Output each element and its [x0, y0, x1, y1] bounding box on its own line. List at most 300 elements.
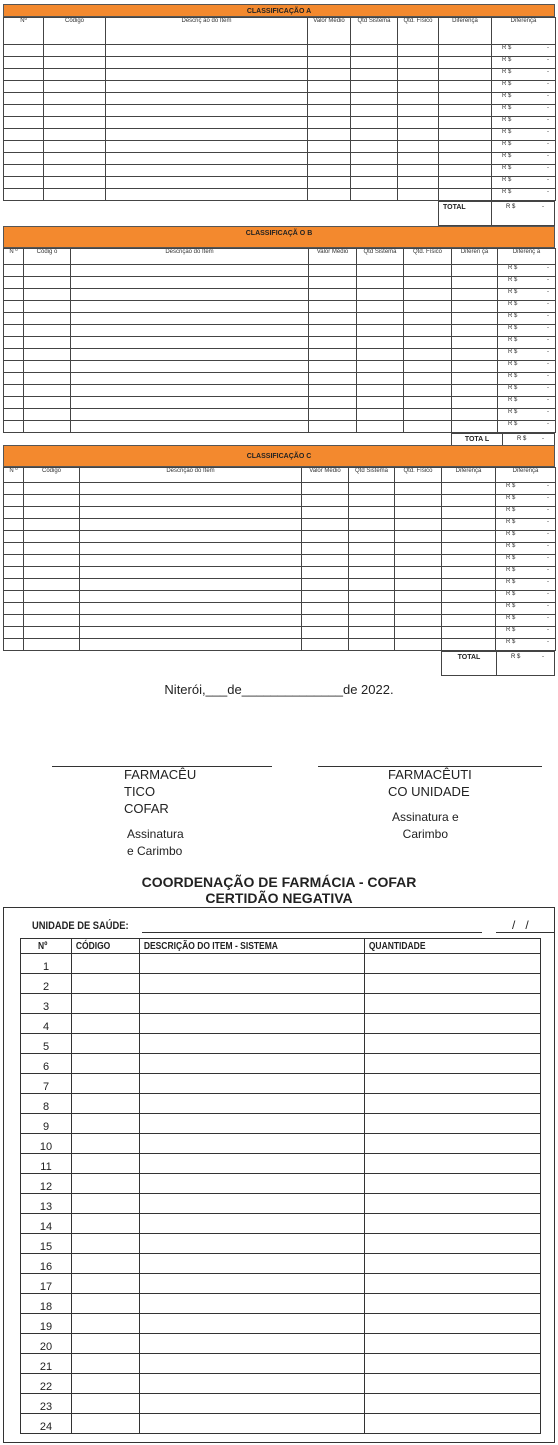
- table-cell[interactable]: [404, 421, 452, 433]
- table-cell[interactable]: [24, 277, 71, 289]
- table-cell[interactable]: [452, 265, 498, 277]
- table-cell[interactable]: [106, 189, 308, 201]
- table-cell[interactable]: [442, 627, 496, 639]
- table-cell[interactable]: [71, 409, 309, 421]
- table-cell[interactable]: [71, 277, 309, 289]
- table-cell[interactable]: [308, 57, 351, 69]
- table-cell[interactable]: [24, 313, 71, 325]
- table-cell[interactable]: [71, 313, 309, 325]
- table-cell[interactable]: [106, 105, 308, 117]
- table-cell[interactable]: [72, 994, 140, 1014]
- table-cell[interactable]: [351, 45, 398, 57]
- table-cell[interactable]: [365, 1014, 541, 1034]
- table-cell[interactable]: [72, 1194, 140, 1214]
- table-cell[interactable]: [72, 1354, 140, 1374]
- table-cell[interactable]: [140, 1334, 365, 1354]
- table-cell[interactable]: [398, 153, 439, 165]
- table-cell[interactable]: [349, 483, 395, 495]
- table-cell[interactable]: [439, 81, 492, 93]
- table-cell[interactable]: [309, 265, 357, 277]
- table-cell[interactable]: [72, 1314, 140, 1334]
- table-cell[interactable]: [302, 591, 349, 603]
- table-cell[interactable]: [302, 627, 349, 639]
- table-cell[interactable]: [395, 483, 442, 495]
- table-cell[interactable]: [140, 1154, 365, 1174]
- table-cell[interactable]: [398, 81, 439, 93]
- table-cell[interactable]: [24, 325, 71, 337]
- table-cell[interactable]: [351, 93, 398, 105]
- table-cell[interactable]: [302, 603, 349, 615]
- table-cell[interactable]: [24, 361, 71, 373]
- table-cell[interactable]: [72, 1114, 140, 1134]
- table-cell[interactable]: [442, 579, 496, 591]
- table-cell[interactable]: [302, 531, 349, 543]
- table-cell[interactable]: [80, 531, 302, 543]
- table-cell[interactable]: [365, 1074, 541, 1094]
- table-cell[interactable]: [308, 189, 351, 201]
- table-cell[interactable]: [398, 45, 439, 57]
- table-cell[interactable]: [24, 421, 71, 433]
- table-cell[interactable]: [365, 1114, 541, 1134]
- table-cell[interactable]: [309, 337, 357, 349]
- table-cell[interactable]: [398, 93, 439, 105]
- table-cell[interactable]: [140, 1354, 365, 1374]
- table-cell[interactable]: [442, 567, 496, 579]
- table-cell[interactable]: [404, 277, 452, 289]
- table-cell[interactable]: [302, 567, 349, 579]
- table-cell[interactable]: [71, 397, 309, 409]
- table-cell[interactable]: [4, 301, 24, 313]
- table-cell[interactable]: [357, 421, 404, 433]
- table-cell[interactable]: [106, 177, 308, 189]
- table-cell[interactable]: [351, 165, 398, 177]
- table-cell[interactable]: [365, 1034, 541, 1054]
- table-cell[interactable]: [395, 543, 442, 555]
- table-cell[interactable]: [140, 1294, 365, 1314]
- table-cell[interactable]: [4, 265, 24, 277]
- table-cell[interactable]: [71, 385, 309, 397]
- table-cell[interactable]: [365, 1394, 541, 1414]
- table-cell[interactable]: [44, 141, 106, 153]
- table-cell[interactable]: [365, 1234, 541, 1254]
- table-cell[interactable]: [72, 1074, 140, 1094]
- table-cell[interactable]: [24, 337, 71, 349]
- table-cell[interactable]: [349, 639, 395, 651]
- table-cell[interactable]: [404, 313, 452, 325]
- table-cell[interactable]: [106, 69, 308, 81]
- table-cell[interactable]: [80, 615, 302, 627]
- table-cell[interactable]: [365, 1194, 541, 1214]
- table-cell[interactable]: [24, 495, 80, 507]
- table-cell[interactable]: [398, 189, 439, 201]
- table-cell[interactable]: [439, 57, 492, 69]
- table-cell[interactable]: [452, 337, 498, 349]
- table-cell[interactable]: [72, 1254, 140, 1274]
- table-cell[interactable]: [442, 639, 496, 651]
- table-cell[interactable]: [24, 265, 71, 277]
- table-cell[interactable]: [452, 361, 498, 373]
- table-cell[interactable]: [72, 1054, 140, 1074]
- table-cell[interactable]: [442, 507, 496, 519]
- table-cell[interactable]: [72, 1174, 140, 1194]
- table-cell[interactable]: [452, 289, 498, 301]
- table-cell[interactable]: [351, 69, 398, 81]
- table-cell[interactable]: [442, 495, 496, 507]
- table-cell[interactable]: [44, 117, 106, 129]
- table-cell[interactable]: [140, 1234, 365, 1254]
- table-cell[interactable]: [442, 603, 496, 615]
- table-cell[interactable]: [4, 555, 24, 567]
- table-cell[interactable]: [308, 105, 351, 117]
- table-cell[interactable]: [308, 81, 351, 93]
- table-cell[interactable]: [4, 495, 24, 507]
- table-cell[interactable]: [398, 177, 439, 189]
- table-cell[interactable]: [395, 495, 442, 507]
- table-cell[interactable]: [4, 45, 44, 57]
- table-cell[interactable]: [80, 603, 302, 615]
- table-cell[interactable]: [365, 1314, 541, 1334]
- table-cell[interactable]: [365, 1354, 541, 1374]
- table-cell[interactable]: [395, 639, 442, 651]
- table-cell[interactable]: [302, 507, 349, 519]
- table-cell[interactable]: [308, 153, 351, 165]
- table-cell[interactable]: [71, 289, 309, 301]
- table-cell[interactable]: [404, 385, 452, 397]
- table-cell[interactable]: [4, 93, 44, 105]
- table-cell[interactable]: [365, 994, 541, 1014]
- table-cell[interactable]: [452, 385, 498, 397]
- table-cell[interactable]: [442, 555, 496, 567]
- table-cell[interactable]: [309, 361, 357, 373]
- table-cell[interactable]: [404, 301, 452, 313]
- table-cell[interactable]: [4, 627, 24, 639]
- table-cell[interactable]: [80, 495, 302, 507]
- table-cell[interactable]: [351, 129, 398, 141]
- table-cell[interactable]: [439, 45, 492, 57]
- table-cell[interactable]: [349, 543, 395, 555]
- table-cell[interactable]: [80, 591, 302, 603]
- table-cell[interactable]: [309, 325, 357, 337]
- table-cell[interactable]: [452, 349, 498, 361]
- table-cell[interactable]: [72, 1034, 140, 1054]
- table-cell[interactable]: [309, 301, 357, 313]
- table-cell[interactable]: [80, 507, 302, 519]
- table-cell[interactable]: [72, 1274, 140, 1294]
- table-cell[interactable]: [24, 385, 71, 397]
- table-cell[interactable]: [44, 81, 106, 93]
- table-cell[interactable]: [302, 579, 349, 591]
- table-cell[interactable]: [4, 117, 44, 129]
- table-cell[interactable]: [72, 1294, 140, 1314]
- table-cell[interactable]: [439, 141, 492, 153]
- table-cell[interactable]: [404, 349, 452, 361]
- table-cell[interactable]: [398, 57, 439, 69]
- table-cell[interactable]: [4, 531, 24, 543]
- table-cell[interactable]: [80, 627, 302, 639]
- table-cell[interactable]: [106, 129, 308, 141]
- table-cell[interactable]: [309, 313, 357, 325]
- table-cell[interactable]: [365, 974, 541, 994]
- table-cell[interactable]: [44, 165, 106, 177]
- table-cell[interactable]: [24, 591, 80, 603]
- table-cell[interactable]: [72, 1154, 140, 1174]
- table-cell[interactable]: [24, 579, 80, 591]
- table-cell[interactable]: [44, 105, 106, 117]
- table-cell[interactable]: [44, 189, 106, 201]
- table-cell[interactable]: [4, 519, 24, 531]
- table-cell[interactable]: [80, 543, 302, 555]
- table-cell[interactable]: [395, 531, 442, 543]
- table-cell[interactable]: [4, 153, 44, 165]
- table-cell[interactable]: [442, 519, 496, 531]
- table-cell[interactable]: [44, 153, 106, 165]
- table-cell[interactable]: [404, 337, 452, 349]
- table-cell[interactable]: [398, 165, 439, 177]
- table-cell[interactable]: [72, 1374, 140, 1394]
- table-cell[interactable]: [349, 591, 395, 603]
- table-cell[interactable]: [140, 1254, 365, 1274]
- table-cell[interactable]: [140, 954, 365, 974]
- table-cell[interactable]: [24, 615, 80, 627]
- table-cell[interactable]: [404, 409, 452, 421]
- table-cell[interactable]: [71, 265, 309, 277]
- table-cell[interactable]: [308, 129, 351, 141]
- table-cell[interactable]: [439, 69, 492, 81]
- table-cell[interactable]: [308, 117, 351, 129]
- table-cell[interactable]: [140, 1114, 365, 1134]
- table-cell[interactable]: [302, 543, 349, 555]
- table-cell[interactable]: [309, 349, 357, 361]
- table-cell[interactable]: [404, 265, 452, 277]
- table-cell[interactable]: [442, 615, 496, 627]
- table-cell[interactable]: [395, 579, 442, 591]
- table-cell[interactable]: [4, 81, 44, 93]
- table-cell[interactable]: [4, 105, 44, 117]
- table-cell[interactable]: [140, 1194, 365, 1214]
- table-cell[interactable]: [80, 579, 302, 591]
- table-cell[interactable]: [395, 591, 442, 603]
- table-cell[interactable]: [140, 974, 365, 994]
- table-cell[interactable]: [351, 141, 398, 153]
- table-cell[interactable]: [442, 531, 496, 543]
- table-cell[interactable]: [442, 483, 496, 495]
- table-cell[interactable]: [71, 421, 309, 433]
- date-field[interactable]: [496, 932, 554, 933]
- table-cell[interactable]: [106, 93, 308, 105]
- table-cell[interactable]: [309, 397, 357, 409]
- table-cell[interactable]: [4, 289, 24, 301]
- table-cell[interactable]: [365, 1334, 541, 1354]
- table-cell[interactable]: [71, 337, 309, 349]
- table-cell[interactable]: [302, 519, 349, 531]
- table-cell[interactable]: [404, 361, 452, 373]
- table-cell[interactable]: [24, 349, 71, 361]
- table-cell[interactable]: [357, 301, 404, 313]
- table-cell[interactable]: [357, 397, 404, 409]
- table-cell[interactable]: [302, 555, 349, 567]
- table-cell[interactable]: [308, 69, 351, 81]
- table-cell[interactable]: [106, 165, 308, 177]
- table-cell[interactable]: [24, 603, 80, 615]
- table-cell[interactable]: [4, 603, 24, 615]
- table-cell[interactable]: [4, 177, 44, 189]
- table-cell[interactable]: [80, 519, 302, 531]
- table-cell[interactable]: [140, 1074, 365, 1094]
- table-cell[interactable]: [308, 141, 351, 153]
- table-cell[interactable]: [439, 153, 492, 165]
- table-cell[interactable]: [24, 639, 80, 651]
- table-cell[interactable]: [395, 603, 442, 615]
- table-cell[interactable]: [452, 397, 498, 409]
- table-cell[interactable]: [106, 81, 308, 93]
- table-cell[interactable]: [308, 177, 351, 189]
- table-cell[interactable]: [4, 409, 24, 421]
- table-cell[interactable]: [4, 165, 44, 177]
- table-cell[interactable]: [365, 1294, 541, 1314]
- table-cell[interactable]: [365, 1134, 541, 1154]
- table-cell[interactable]: [395, 567, 442, 579]
- table-cell[interactable]: [4, 567, 24, 579]
- table-cell[interactable]: [72, 1334, 140, 1354]
- table-cell[interactable]: [4, 421, 24, 433]
- table-cell[interactable]: [4, 397, 24, 409]
- table-cell[interactable]: [349, 603, 395, 615]
- table-cell[interactable]: [309, 385, 357, 397]
- table-cell[interactable]: [357, 265, 404, 277]
- table-cell[interactable]: [24, 409, 71, 421]
- table-cell[interactable]: [24, 483, 80, 495]
- table-cell[interactable]: [4, 349, 24, 361]
- table-cell[interactable]: [357, 289, 404, 301]
- table-cell[interactable]: [365, 1174, 541, 1194]
- table-cell[interactable]: [351, 177, 398, 189]
- table-cell[interactable]: [302, 639, 349, 651]
- table-cell[interactable]: [442, 591, 496, 603]
- table-cell[interactable]: [308, 93, 351, 105]
- table-cell[interactable]: [365, 1254, 541, 1274]
- table-cell[interactable]: [439, 129, 492, 141]
- table-cell[interactable]: [140, 994, 365, 1014]
- table-cell[interactable]: [140, 1094, 365, 1114]
- table-cell[interactable]: [357, 337, 404, 349]
- table-cell[interactable]: [140, 1174, 365, 1194]
- table-cell[interactable]: [24, 301, 71, 313]
- table-cell[interactable]: [452, 409, 498, 421]
- table-cell[interactable]: [404, 289, 452, 301]
- table-cell[interactable]: [357, 277, 404, 289]
- table-cell[interactable]: [4, 543, 24, 555]
- table-cell[interactable]: [365, 1214, 541, 1234]
- table-cell[interactable]: [106, 141, 308, 153]
- table-cell[interactable]: [72, 1094, 140, 1114]
- table-cell[interactable]: [395, 555, 442, 567]
- table-cell[interactable]: [365, 1414, 541, 1434]
- table-cell[interactable]: [357, 385, 404, 397]
- table-cell[interactable]: [72, 1414, 140, 1434]
- table-cell[interactable]: [351, 105, 398, 117]
- table-cell[interactable]: [4, 483, 24, 495]
- table-cell[interactable]: [398, 141, 439, 153]
- table-cell[interactable]: [309, 373, 357, 385]
- table-cell[interactable]: [4, 385, 24, 397]
- table-cell[interactable]: [349, 567, 395, 579]
- table-cell[interactable]: [439, 177, 492, 189]
- table-cell[interactable]: [106, 45, 308, 57]
- table-cell[interactable]: [452, 313, 498, 325]
- table-cell[interactable]: [140, 1414, 365, 1434]
- table-cell[interactable]: [395, 519, 442, 531]
- table-cell[interactable]: [44, 93, 106, 105]
- table-cell[interactable]: [309, 409, 357, 421]
- table-cell[interactable]: [442, 543, 496, 555]
- table-cell[interactable]: [302, 483, 349, 495]
- table-cell[interactable]: [24, 555, 80, 567]
- table-cell[interactable]: [4, 337, 24, 349]
- table-cell[interactable]: [71, 325, 309, 337]
- table-cell[interactable]: [140, 1214, 365, 1234]
- table-cell[interactable]: [72, 1214, 140, 1234]
- table-cell[interactable]: [398, 105, 439, 117]
- table-cell[interactable]: [44, 177, 106, 189]
- table-cell[interactable]: [44, 57, 106, 69]
- table-cell[interactable]: [4, 69, 44, 81]
- table-cell[interactable]: [71, 301, 309, 313]
- table-cell[interactable]: [351, 117, 398, 129]
- table-cell[interactable]: [452, 277, 498, 289]
- table-cell[interactable]: [4, 373, 24, 385]
- table-cell[interactable]: [140, 1034, 365, 1054]
- table-cell[interactable]: [71, 361, 309, 373]
- table-cell[interactable]: [395, 507, 442, 519]
- table-cell[interactable]: [349, 627, 395, 639]
- table-cell[interactable]: [452, 301, 498, 313]
- table-cell[interactable]: [365, 1094, 541, 1114]
- table-cell[interactable]: [4, 579, 24, 591]
- table-cell[interactable]: [349, 555, 395, 567]
- table-cell[interactable]: [309, 289, 357, 301]
- table-cell[interactable]: [357, 313, 404, 325]
- table-cell[interactable]: [140, 1134, 365, 1154]
- table-cell[interactable]: [24, 543, 80, 555]
- table-cell[interactable]: [309, 277, 357, 289]
- table-cell[interactable]: [365, 1054, 541, 1074]
- table-cell[interactable]: [72, 974, 140, 994]
- table-cell[interactable]: [140, 1314, 365, 1334]
- table-cell[interactable]: [395, 627, 442, 639]
- unit-field[interactable]: [142, 932, 482, 933]
- table-cell[interactable]: [357, 325, 404, 337]
- table-cell[interactable]: [398, 117, 439, 129]
- table-cell[interactable]: [140, 1054, 365, 1074]
- table-cell[interactable]: [452, 325, 498, 337]
- table-cell[interactable]: [302, 495, 349, 507]
- table-cell[interactable]: [439, 93, 492, 105]
- table-cell[interactable]: [452, 373, 498, 385]
- table-cell[interactable]: [4, 507, 24, 519]
- table-cell[interactable]: [72, 1234, 140, 1254]
- table-cell[interactable]: [80, 639, 302, 651]
- table-cell[interactable]: [72, 1134, 140, 1154]
- table-cell[interactable]: [439, 117, 492, 129]
- table-cell[interactable]: [4, 129, 44, 141]
- table-cell[interactable]: [439, 105, 492, 117]
- table-cell[interactable]: [24, 373, 71, 385]
- table-cell[interactable]: [398, 69, 439, 81]
- table-cell[interactable]: [349, 579, 395, 591]
- table-cell[interactable]: [351, 57, 398, 69]
- table-cell[interactable]: [349, 615, 395, 627]
- table-cell[interactable]: [349, 531, 395, 543]
